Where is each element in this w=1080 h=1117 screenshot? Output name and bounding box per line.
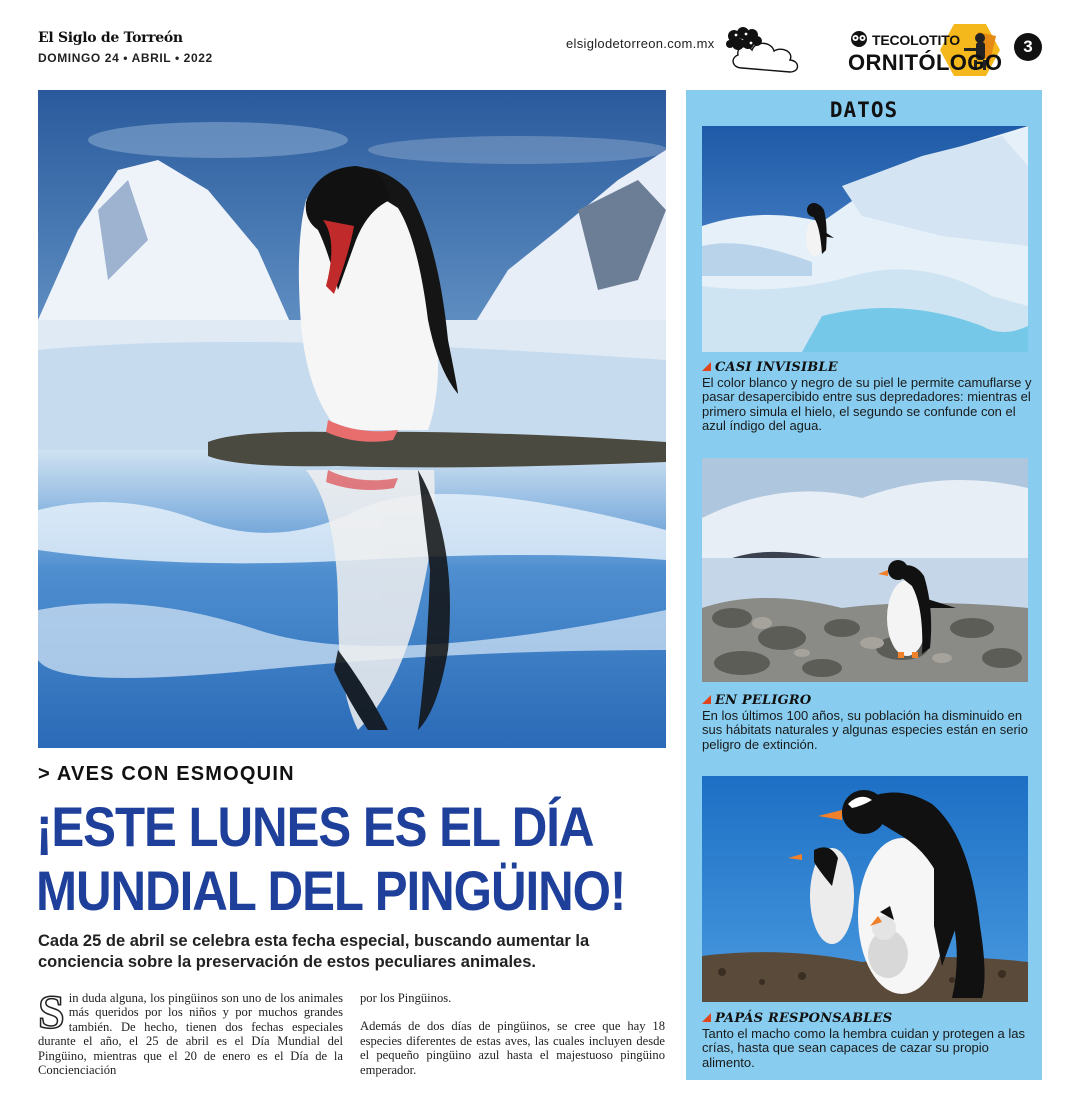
fact-text-2: En los últimos 100 años, su población ha disminuido en sus hábitats naturales y algunas especies están en serio peligro de extinción. — [702, 708, 1028, 752]
fact-text-3: Tanto el macho como la hembra cuidan y protegen a las crías, hasta que sean capaces de cazar su propio alimento. — [702, 1026, 1026, 1070]
brand-title-small: TECOLOTITO — [872, 32, 960, 48]
hero-penguin-photo — [38, 90, 666, 748]
facts-sidebar — [686, 90, 1042, 1080]
triangle-bullet-icon — [702, 362, 711, 371]
brand-title-large: ORNITÓLOGO — [848, 50, 1003, 75]
issue-date: DOMINGO 24 • ABRIL • 2022 — [38, 51, 213, 65]
fact-photo-rocky-penguin — [702, 458, 1028, 682]
owl-icon — [848, 30, 870, 48]
body-text-2: por los Pingüinos. — [360, 991, 452, 1005]
fact-title-2: EN PELIGRO — [702, 693, 811, 708]
fact-title-1: CASI INVISIBLE — [702, 360, 838, 375]
body-text-1: in duda alguna, los pingüinos son uno de los animales más queridos por los niños y por muchos grandes también. De hecho, tienen dos fechas especiales durante el año, el 25 de abril es el Día Mundial del Pingüino, mientras que el 20 de enero es el Día de la Concienciación — [38, 991, 343, 1078]
article-kicker: > AVES CON ESMOQUIN — [38, 763, 295, 785]
drop-cap: S — [38, 986, 65, 1039]
newspaper-name: El Siglo de Torreón — [38, 30, 183, 46]
article-headline — [36, 795, 670, 923]
article-lead: Cada 25 de abril se celebra esta fecha especial, buscando aumentar la conciencia sobre la preservación de estos peculiares animales. — [38, 932, 590, 971]
tecolotito-brand — [846, 22, 1006, 78]
fact-text-1: El color blanco y negro de su piel le permite camuflarse y pasar desapercibido entre sus depredadores: mientras el primero simula el hielo, el segundo se confunde con el azul índigo del agua. — [702, 375, 1032, 434]
cloud-logo-icon — [724, 24, 808, 78]
masthead — [38, 30, 213, 65]
triangle-bullet-icon — [702, 695, 711, 704]
fact-photo-penguin-family — [702, 776, 1028, 1002]
page-number-badge: 3 — [1014, 33, 1042, 61]
sidebar-title: DATOS — [829, 98, 899, 122]
headline-line-2: MUNDIAL DEL PINGÜINO! — [36, 859, 626, 922]
body-text-3: Además de dos días de pingüinos, se cree que hay 18 especies diferentes de estas aves, las cuales incluyen desde el pequeño pingüino azul hasta el majestuoso pingüino emperador. — [360, 1019, 665, 1077]
fact-photo-ice-penguin — [702, 126, 1028, 352]
triangle-bullet-icon — [702, 1013, 711, 1022]
body-column-1 — [38, 986, 343, 1078]
headline-line-1: ¡ESTE LUNES ES EL DÍA — [36, 795, 594, 858]
site-url-link[interactable]: elsiglodetorreon.com.mx — [566, 36, 715, 51]
body-column-2 — [360, 991, 665, 1077]
fact-title-3: PAPÁS RESPONSABLES — [702, 1011, 892, 1026]
